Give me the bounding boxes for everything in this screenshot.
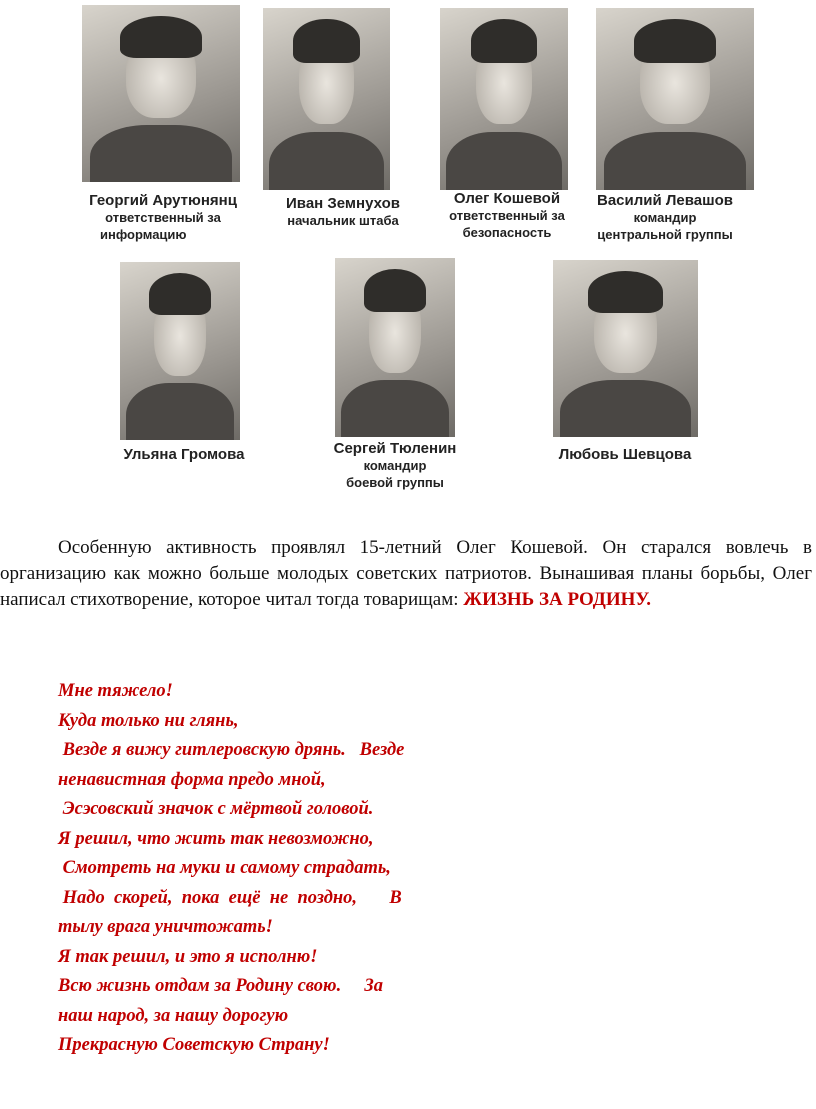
poem-line: Мне тяжело! bbox=[58, 681, 173, 701]
poem-line: Всю жизнь отдам за Родину свою. За bbox=[58, 976, 383, 996]
caption-arutyunyants: Георгий Арутюнянц ответственный за информацию bbox=[89, 192, 237, 242]
photo-arutyunyants bbox=[82, 5, 240, 182]
caption-levashov: Василий Левашов командир центральной группы bbox=[597, 192, 733, 242]
intro-paragraph bbox=[0, 535, 812, 613]
poem-line: наш народ, за нашу дорогую bbox=[58, 1005, 289, 1026]
poem-line: ненавистная форма предо мной, bbox=[58, 769, 326, 790]
paragraph-text: Особенную активность проявлял 15-летний Олег Кошевой. Он старался вовлечь в организацию как можно больше молодых советских патриотов. Вынашивая планы борьбы, Олег написал стихотворение, которое читал тогда товарищам: bbox=[0, 537, 812, 610]
photo-zemnukhov bbox=[263, 8, 390, 190]
caption-zemnukhov: Иван Земнухов начальник штаба bbox=[286, 195, 400, 228]
poem-title: ЖИЗНЬ ЗА РОДИНУ. bbox=[463, 589, 652, 610]
photo-shevtsova bbox=[553, 260, 698, 437]
poem-line: Прекрасную Советскую Страну! bbox=[58, 1035, 330, 1055]
photo-tyulenin bbox=[335, 258, 455, 437]
poem-line: Я решил, что жить так невозможно, bbox=[58, 828, 374, 849]
caption-gromova: Ульяна Громова bbox=[123, 446, 245, 463]
poem-line: Смотреть на муки и самому страдать, bbox=[58, 858, 391, 878]
caption-tyulenin: Сергей Тюленин командир боевой группы bbox=[333, 440, 457, 490]
photo-koshevoy bbox=[440, 8, 568, 190]
poem-line: Эсэсовский значок с мёртвой головой. bbox=[58, 799, 374, 819]
poem-line: тылу врага уничтожать! bbox=[58, 917, 273, 937]
poem-line: Я так решил, и это я исполню! bbox=[58, 946, 318, 967]
poem-line: Везде я вижу гитлеровскую дрянь. Везде bbox=[58, 740, 405, 760]
poem-line: Куда только ни глянь, bbox=[58, 710, 239, 731]
poem bbox=[58, 677, 404, 1061]
caption-koshevoy: Олег Кошевой ответственный за безопасность bbox=[449, 190, 565, 240]
photo-levashov bbox=[596, 8, 754, 190]
poem-line: Надо скорей, пока ещё не поздно, В bbox=[58, 887, 402, 908]
photo-gromova bbox=[120, 262, 240, 440]
caption-shevtsova: Любовь Шевцова bbox=[558, 446, 692, 463]
